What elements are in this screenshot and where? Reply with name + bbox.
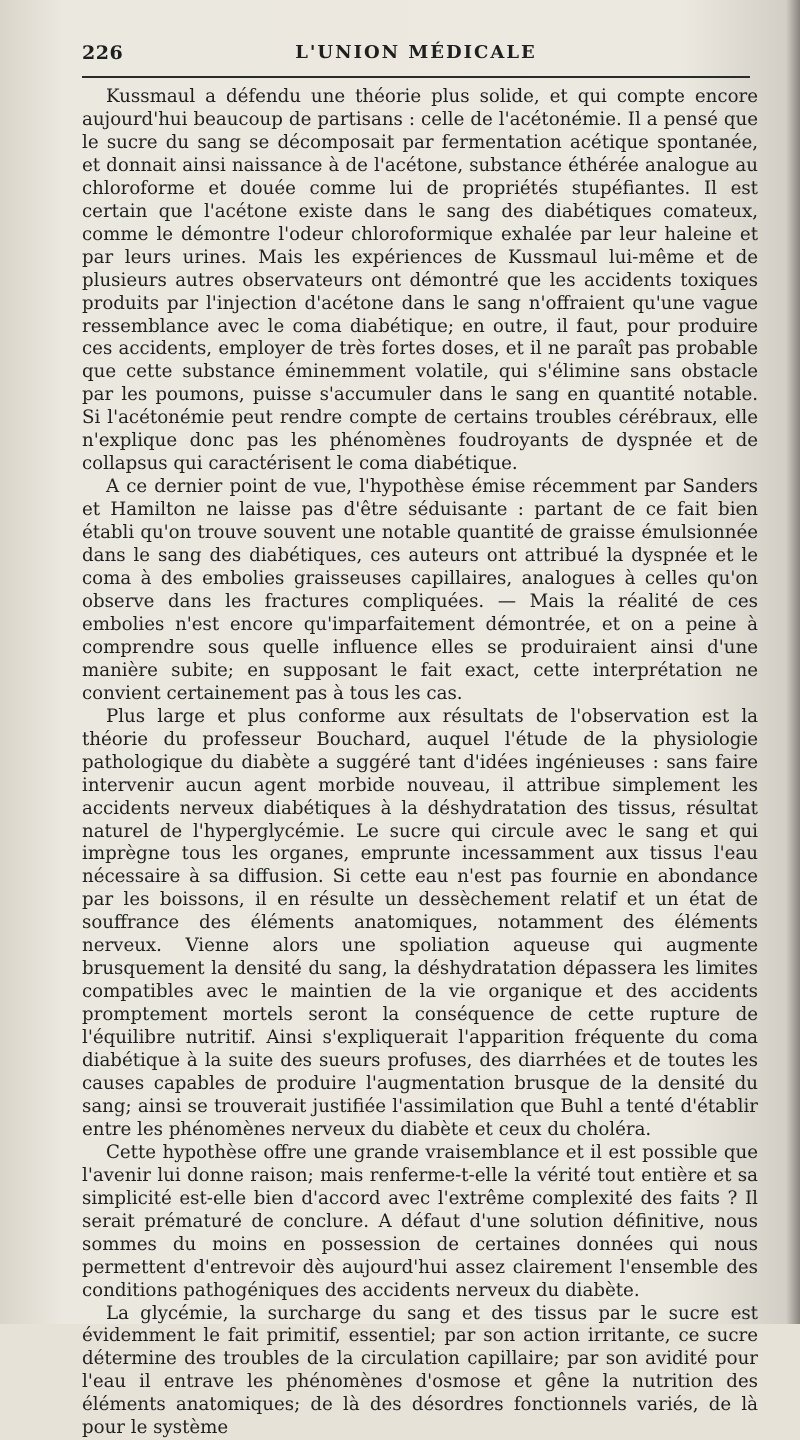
body-text — [82, 86, 758, 1440]
page-number: 226 — [82, 42, 124, 64]
paragraph-bouchard: Plus large et plus conforme aux résultats de l'observation est la théorie du professeur Bouchard, auquel l'étude de la physiologie pathologique du diabète a suggéré tant d'idées ingénieuses : sans faire intervenir aucun agent morbide nouveau, il attribue simplement les accidents nerveux diabétiques à la déshydratation des tissus, résultat naturel de l'hyperglycémie. Le sucre qui circule avec le sang et qui imprègne tous les organes, emprunte incessamment aux tissus l'eau nécessaire à sa diffusion. Si cette eau n'est pas fournie en abondance par les boissons, il en résulte un dessèchement relatif et un état de souffrance des éléments anatomiques, notamment des éléments nerveux. Vienne alors une spoliation aqueuse qui augmente brusquement la densité du sang, la déshydratation dépassera les limites compatibles avec le maintien de la vie organique et des accidents promptement mortels seront la conséquence de cette rupture de l'équilibre nutritif. Ainsi s'expliquerait l'apparition fréquente du coma diabétique à la suite des sueurs profuses, des diarrhées et de toutes les causes capables de produire l'augmentation brusque de la densité du sang; ainsi se trouverait justifiée l'assimilation que Buhl a tenté d'établir entre les phénomènes nerveux du diabète et ceux du choléra. — [82, 705, 758, 1140]
running-title: L'UNION MÉDICALE — [295, 42, 537, 63]
header-rule — [82, 76, 750, 78]
page-edge-shadow — [786, 0, 800, 1324]
paragraph-glycemie: La glycémie, la surcharge du sang et des tissus par le sucre est évidemment le fait primitif, essentiel; par son action irritante, ce sucre détermine des troubles de la circulation capillaire; par son avidité pour l'eau il entrave les phénomènes d'osmose et gêne la nutrition des éléments anatomiques; de là des désordres fonctionnels variés, de là pour le système — [82, 1302, 758, 1439]
page-header — [82, 38, 750, 74]
paragraph-acetonemie: Kussmaul a défendu une théorie plus solide, et qui compte encore aujourd'hui beaucoup de partisans : celle de l'acétonémie. Il a pensé que le sucre du sang se décomposait par fermentation acétique spontanée, et donnait ainsi naissance à de l'acétone, substance éthérée analogue au chloroforme et douée comme lui de propriétés stupéfiantes. Il est certain que l'acétone existe dans le sang des diabétiques comateux, comme le démontre l'odeur chloroformique exhalée par leur haleine et par leurs urines. Mais les expériences de Kussmaul lui-même et de plusieurs autres observateurs ont démontré que les accidents toxiques produits par l'injection d'acétone dans le sang n'offraient qu'une vague ressemblance avec le coma diabétique; en outre, il faut, pour produire ces accidents, employer de très fortes doses, et il ne paraît pas probable que cette substance éminemment volatile, qui s'élimine sans obstacle par les poumons, puisse s'accumuler dans le sang en quantité notable. Si l'acétonémie peut rendre compte de certains troubles cérébraux, elle n'explique donc pas les phénomènes foudroyants de dyspnée et de collapsus qui caractérisent le coma diabétique. — [82, 86, 758, 475]
paragraph-embolies: A ce dernier point de vue, l'hypothèse émise récemment par Sanders et Hamilton ne laisse pas d'être séduisante : partant de ce fait bien établi qu'on trouve souvent une notable quantité de graisse émulsionnée dans le sang des diabétiques, ces auteurs ont attribué la dyspnée et le coma à des embolies graisseuses capillaires, analogues à celles qu'on observe dans les fractures compliquées. — Mais la réalité de ces embolies n'est encore qu'imparfaitement démontrée, et on a peine à comprendre sous quelle influence elles se produiraient ainsi d'une manière subite; en supposant le fait exact, cette interprétation ne convient certainement pas à tous les cas. — [82, 476, 758, 704]
paragraph-hypothese: Cette hypothèse offre une grande vraisemblance et il est possible que l'avenir lui donne raison; mais renferme-t-elle la vérité tout entière et sa simplicité est-elle bien d'accord avec l'extrême complexité des faits ? Il serait prématuré de conclure. A défaut d'une solution définitive, nous sommes du moins en possession de certaines données qui nous permettent d'entrevoir dès aujourd'hui assez clairement l'ensemble des conditions pathogéniques des accidents nerveux du diabète. — [82, 1141, 758, 1301]
